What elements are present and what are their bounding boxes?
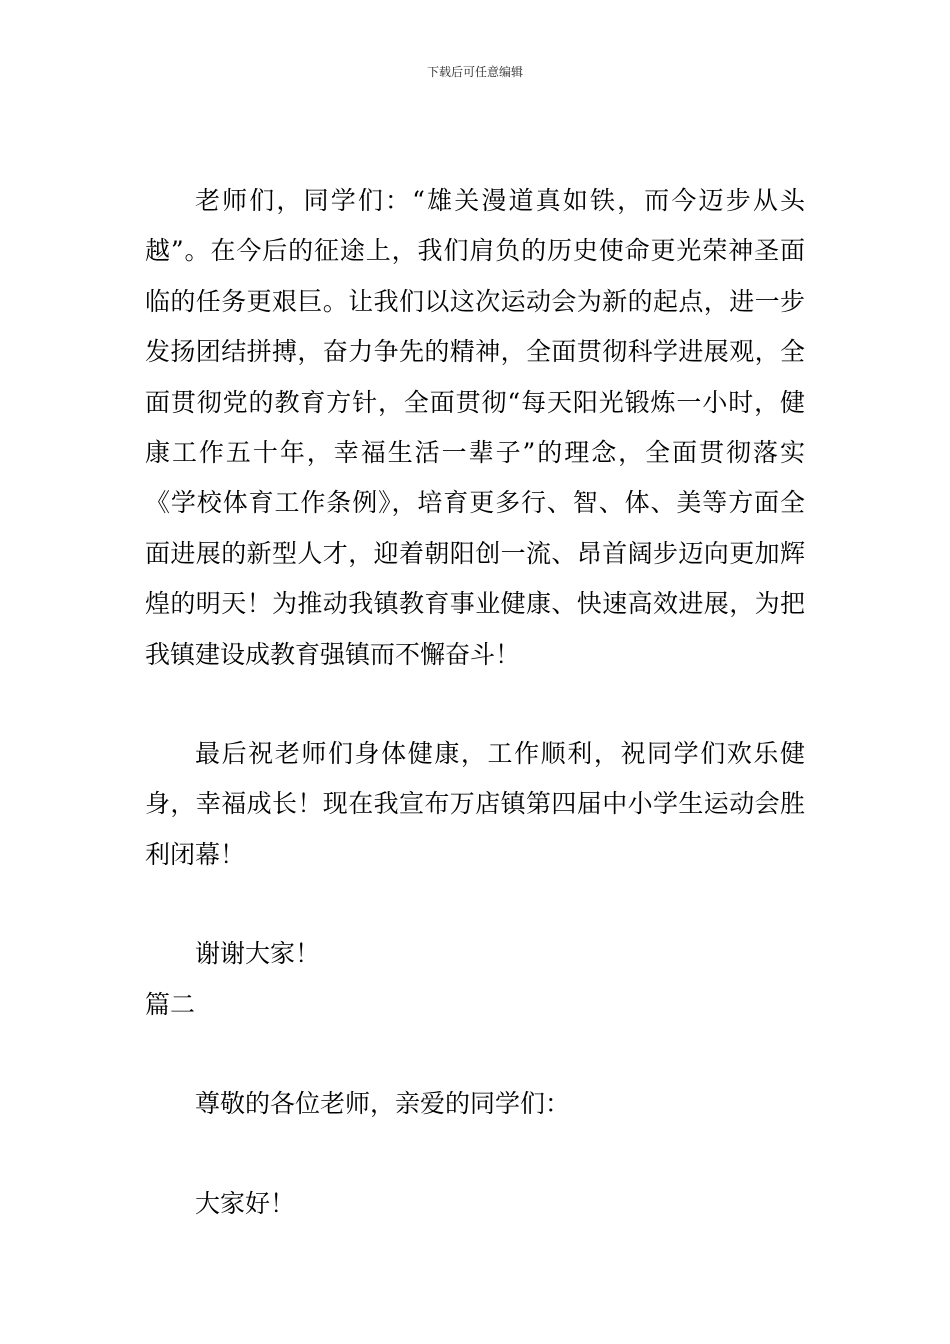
paragraph-gap	[145, 1130, 805, 1179]
paragraph-gap	[145, 880, 805, 929]
page-header-note: 下载后可任意编辑	[426, 65, 523, 79]
paragraph-closing-wishes: 最后祝老师们身体健康，工作顺利，祝同学们欢乐健身，幸福成长！现在我宣布万店镇第四届中小学生运动会胜利闭幕！	[145, 739, 805, 869]
paragraph-gap	[145, 1030, 805, 1079]
document-body	[145, 176, 805, 1229]
paragraph-gap	[145, 680, 805, 729]
paragraph-thanks: 谢谢大家！	[195, 939, 321, 969]
paragraph-closing-call: 老师们，同学们：“雄关漫道真如铁，而今迈步从头越”。在今后的征途上，我们肩负的历史使命更光荣神圣面临的任务更艰巨。让我们以这次运动会为新的起点，进一步发扬团结拼搏，奋力争先的精神，全面贯彻科学进展观，全面贯彻党的教育方针，全面贯彻“每天阳光锻炼一小时，健康工作五十年，幸福生活一辈子”的理念，全面贯彻落实《学校体育工作条例》，培育更多行、智、体、美等方面全面进展的新型人才，迎着朝阳创一流、昂首阔步迈向更加辉煌的明天！为推动我镇教育事业健康、快速高效进展，为把我镇建设成教育强镇而不懈奋斗！	[145, 186, 805, 669]
paragraph-greeting: 尊敬的各位老师，亲爱的同学们：	[195, 1089, 571, 1119]
section-title: 篇二	[145, 989, 196, 1019]
paragraph-opening: 大家好！	[195, 1188, 296, 1218]
